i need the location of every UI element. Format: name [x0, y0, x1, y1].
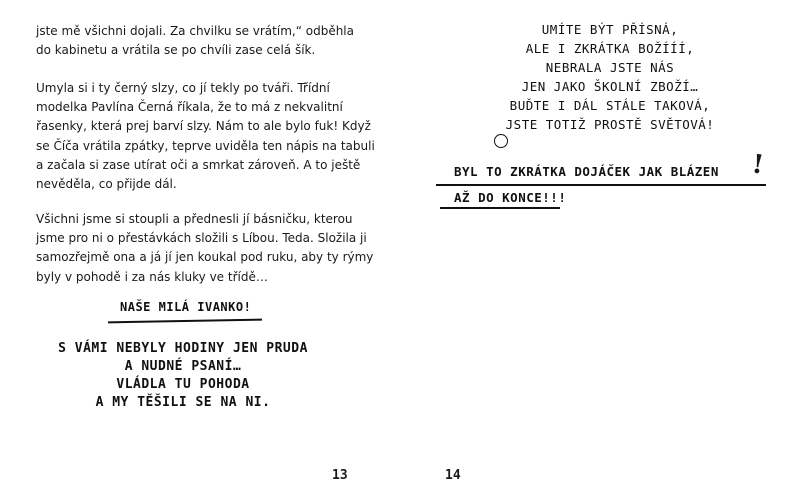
poem-line: A MY TĚŠILI SE NA NI. — [95, 395, 271, 410]
poem-line: A NUDNÉ PSANÍ… — [124, 359, 242, 374]
poem-line: BUĎTE I DÁL STÁLE TAKOVÁ, — [509, 98, 711, 113]
highlight-line-2: AŽ DO KONCE!!! — [454, 190, 567, 205]
poem-line: JEN JAKO ŠKOLNÍ ZBOŽÍ… — [521, 79, 699, 94]
smiley-icon — [494, 134, 508, 148]
poem-line: JSTE TOTIŽ PROSTĚ SVĚTOVÁ! — [505, 117, 715, 132]
page-number-left: 13 — [332, 468, 348, 483]
text-line: Všichni jsme si stoupli a přednesli jí básničku, kterou — [36, 212, 353, 226]
poem-line: UMÍTE BÝT PŘÍSNÁ, — [541, 22, 679, 37]
poem-line-last — [490, 115, 730, 148]
highlight-line-1: BYL TO ZKRÁTKA DOJÁČEK JAK BLÁZEN — [454, 164, 719, 179]
poem-left — [58, 340, 308, 412]
text-line: nevěděla, co přijde dál. — [36, 177, 177, 192]
poem-line: S VÁMI NEBYLY HODINY JEN PRUDA — [58, 341, 308, 356]
text-line: do kabinetu a vrátila se po chvíli zase celá šík. — [36, 43, 316, 58]
text-line: se Číča vrátila zpátky, teprve uviděla ten nápis na tabuli — [36, 138, 375, 153]
poem-right — [490, 20, 730, 148]
highlight-underline-1 — [436, 184, 766, 186]
text-line: samozřejmě ona a já jí jen koukal pod ruku, aby ty rýmy — [36, 250, 374, 265]
text-line: a začala si zase utírat oči a smrkat zároveň. A to ještě — [36, 157, 361, 172]
highlight-underline-2 — [440, 207, 560, 209]
exclamation-mark: ! — [749, 149, 766, 181]
poem-line: ALE I ZKRÁTKA BOŽÍÍÍ, — [525, 41, 695, 56]
poem-heading: NAŠE MILÁ IVANKO! — [120, 300, 252, 314]
text-line: Umyla si i ty černý slzy, co jí tekly po tváři. Třídní — [36, 81, 330, 95]
paragraph-1 — [36, 22, 356, 60]
heading-underline — [108, 319, 262, 324]
poem-line: VLÁDLA TU POHODA — [116, 377, 250, 392]
right-page — [400, 0, 800, 503]
text-line: byly v pohodě i za nás kluky ve třídě… — [36, 269, 268, 284]
text-line: jsme pro ni o přestávkách složili s Líbou. Teda. Složila ji — [36, 231, 367, 246]
text-line: řasenky, která prej barví slzy. Nám to ale bylo fuk! Když — [36, 119, 371, 134]
text-line: jste mě všichni dojali. Za chvilku se vrátím,“ odběhla — [36, 24, 354, 38]
page-number-right: 14 — [445, 468, 461, 483]
text-line: modelka Pavlína Černá říkala, že to má z nekvalitní — [36, 100, 343, 115]
paragraph-3 — [36, 210, 374, 287]
poem-line: NEBRALA JSTE NÁS — [545, 60, 675, 75]
paragraph-2 — [36, 79, 375, 194]
